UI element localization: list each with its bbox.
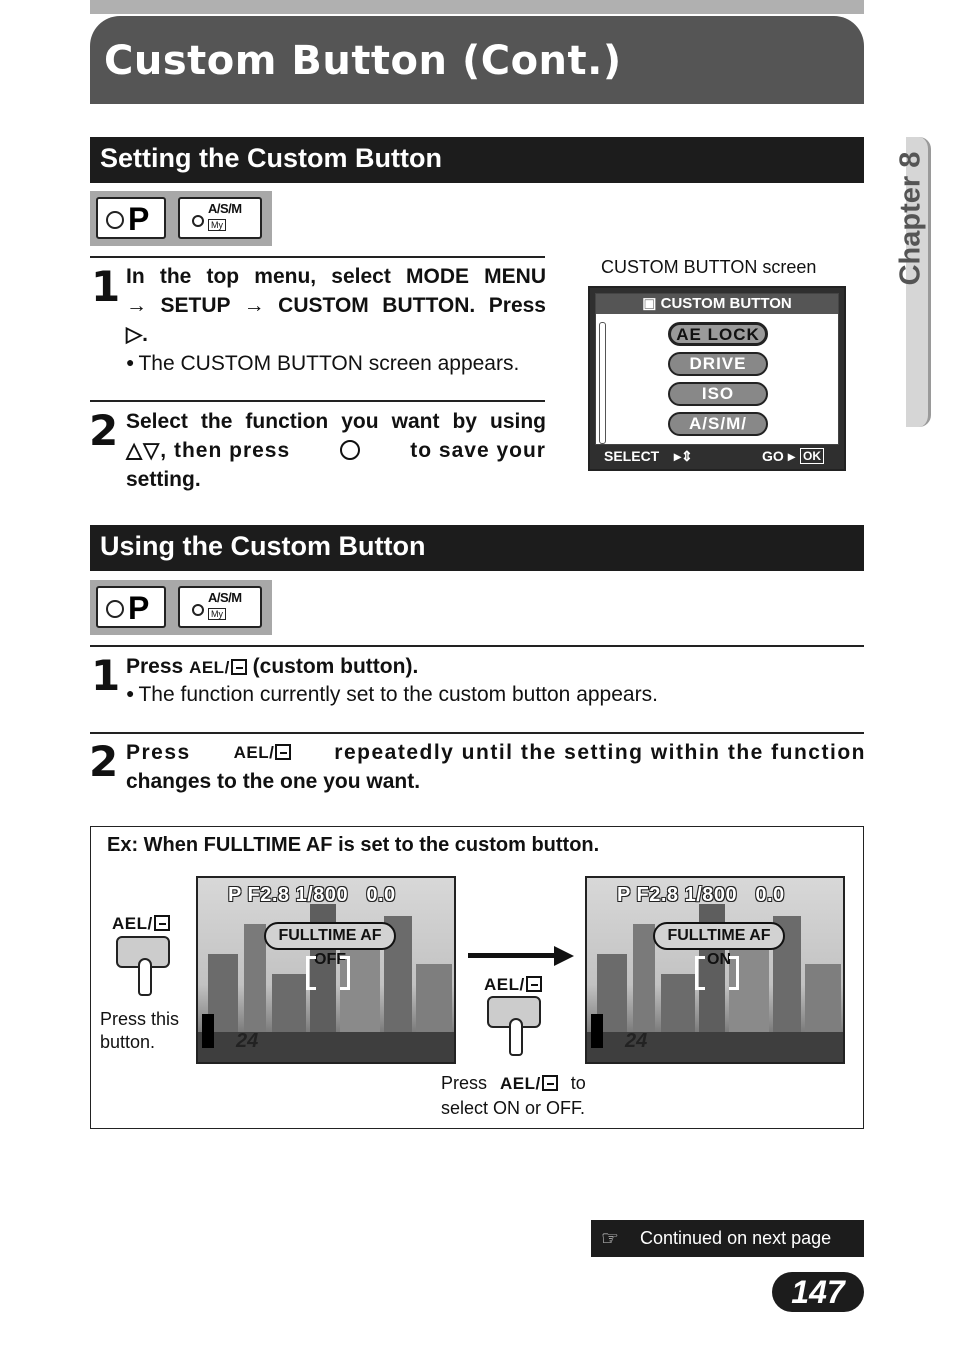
arrow-right-icon: ▸ [788, 448, 796, 464]
screen-header [596, 294, 838, 314]
step2-line1: Select the function you want by using [126, 410, 546, 433]
page-number: 147 [791, 1274, 845, 1310]
page-title: Custom Button (Cont.) [104, 38, 622, 84]
dial-ring-icon [106, 211, 124, 229]
footer-select: SELECT [604, 448, 660, 464]
step2-line2 [126, 436, 546, 465]
viewfinder-af-on [585, 876, 845, 1064]
mode-asm-icon [178, 586, 262, 628]
use-step1-pre: Press [126, 655, 184, 678]
af-bracket-left [695, 956, 705, 990]
ael-button-label [189, 653, 247, 682]
building [633, 924, 655, 1034]
building [416, 964, 452, 1034]
dial-ring-icon [106, 600, 124, 618]
mode-p-icon [96, 197, 166, 239]
step2-line3: setting. [126, 468, 201, 491]
menu-option-iso[interactable]: ISO [668, 382, 768, 406]
use-step2-post: repeatedly until the setting within the function [334, 741, 866, 764]
dial-ring-icon [192, 215, 204, 227]
screen-menu-area [595, 293, 839, 445]
mode-icon-strip [90, 191, 272, 246]
step1-instruction [126, 262, 546, 349]
divider [90, 645, 864, 647]
viewfinder-af-off [196, 876, 456, 1064]
battery-bar [591, 1014, 603, 1048]
use-step1-bullet: ● The function currently set to the custom button appears. [126, 680, 846, 711]
page-number-badge [772, 1272, 864, 1312]
step1-line1: In the top menu, select MODE MENU [126, 265, 546, 288]
step-number: 2 [89, 737, 119, 786]
arrow-shaft [468, 953, 556, 958]
mode-p-label: P [128, 590, 150, 626]
ael-button-label [484, 975, 542, 995]
step-number: 2 [89, 406, 119, 455]
pointing-hand-icon: ☞ [601, 1228, 619, 1250]
ael-button-label [112, 914, 170, 934]
step2-instruction [126, 407, 546, 494]
custom-button-icon [275, 744, 291, 760]
chapter-label: Chapter 8 [894, 151, 927, 286]
screen-footer [598, 448, 836, 466]
press-to-select-note [441, 1071, 586, 1120]
screen-header-text: CUSTOM BUTTON [660, 295, 792, 312]
use-step2-line1 [126, 738, 866, 767]
building [272, 974, 306, 1034]
select-onoff-text: select ON or OFF. [441, 1098, 586, 1118]
title-bar [90, 16, 864, 104]
press-text: Press [441, 1073, 488, 1093]
press-to-line [441, 1071, 586, 1096]
custom-button-icon [526, 976, 542, 992]
menu-option-drive[interactable]: DRIVE [668, 352, 768, 376]
screen-scrollbar [599, 322, 606, 444]
step-number: 1 [91, 651, 121, 700]
arrow-right-icon [554, 946, 574, 966]
dial-ring-icon [192, 604, 204, 616]
divider [90, 256, 545, 258]
arrow-updown-icon: ▸⇕ [674, 448, 693, 464]
mode-p-label: P [128, 201, 150, 237]
chapter-label-wrap [878, 140, 938, 300]
step-number: 1 [91, 262, 121, 311]
press-this-note [100, 1008, 179, 1054]
use-step1-instruction [126, 652, 846, 682]
af-bracket-right [729, 956, 739, 990]
finger-press-icon [138, 958, 152, 996]
fulltime-af-on-badge: FULLTIME AF ON [653, 922, 785, 950]
use-step2-pre: Press [126, 741, 191, 764]
step1-line2: → SETUP → CUSTOM BUTTON. Press [126, 294, 546, 317]
custom-button-screen [588, 286, 846, 471]
custom-button-icon: ▣ [642, 295, 661, 312]
divider [90, 400, 545, 402]
ael-text: AEL/ [500, 1074, 541, 1093]
custom-button-icon [231, 659, 247, 675]
section-heading-setting [90, 137, 864, 183]
header-top-band [90, 0, 864, 14]
menu-option-asm[interactable]: A/S/M/ [668, 412, 768, 436]
mode-my-label: My [208, 608, 226, 620]
use-step1-post: (custom button). [252, 655, 419, 678]
press-this-text: Press this [100, 1009, 180, 1029]
af-bracket-left [306, 956, 316, 990]
mode-icon-strip [90, 580, 272, 635]
to-text: to [570, 1073, 586, 1093]
mode-my-label: My [208, 219, 226, 231]
continued-text: Continued on next page [640, 1228, 832, 1248]
mode-p-icon [96, 586, 166, 628]
mode-asm-icon [178, 197, 262, 239]
section-heading-text: Using the Custom Button [100, 531, 426, 561]
step2-line2-post: to save your [410, 439, 546, 462]
building [244, 924, 266, 1034]
frame-count: 24 [625, 1030, 648, 1052]
ok-button-icon [340, 440, 360, 460]
ael-text: AEL/ [233, 743, 275, 762]
use-step2-line2: changes to the one you want. [126, 770, 421, 793]
screen-caption: CUSTOM BUTTON screen [601, 257, 817, 277]
frame-count: 24 [236, 1030, 259, 1052]
section-heading-text: Setting the Custom Button [100, 143, 442, 173]
exposure-info: P F2.8 1/800 0.0 [228, 884, 396, 906]
divider [90, 732, 864, 734]
ael-text: AEL/ [112, 914, 153, 933]
use-step2-instruction [126, 738, 866, 796]
continued-banner [591, 1220, 864, 1257]
ael-button-label [500, 1072, 558, 1096]
example-title: Ex: When FULLTIME AF is set to the custom button. [107, 834, 600, 856]
button-word-text: button. [100, 1032, 156, 1052]
menu-option-ae-lock[interactable]: AE LOCK [668, 322, 768, 346]
ael-text: AEL/ [189, 658, 230, 677]
step2-line2-pre: △▽, then press [126, 439, 291, 462]
section-heading-using [90, 525, 864, 571]
mode-asm-label: A/S/M [208, 590, 242, 605]
footer-go: GO [762, 448, 784, 464]
building [661, 974, 695, 1034]
building [805, 964, 841, 1034]
finger-press-icon [509, 1018, 523, 1056]
fulltime-af-off-badge: FULLTIME AF OFF [264, 922, 396, 950]
exposure-info: P F2.8 1/800 0.0 [617, 884, 785, 906]
step1-line3: ▷. [126, 323, 148, 346]
step1-bullet: ● The CUSTOM BUTTON screen appears. [126, 349, 546, 380]
custom-button-icon [542, 1075, 558, 1091]
ael-button-label [234, 738, 292, 767]
battery-bar [202, 1014, 214, 1048]
ael-text: AEL/ [484, 975, 525, 994]
custom-button-icon [154, 915, 170, 931]
af-bracket-right [340, 956, 350, 990]
mode-asm-label: A/S/M [208, 201, 242, 216]
ok-icon: OK [800, 448, 824, 464]
